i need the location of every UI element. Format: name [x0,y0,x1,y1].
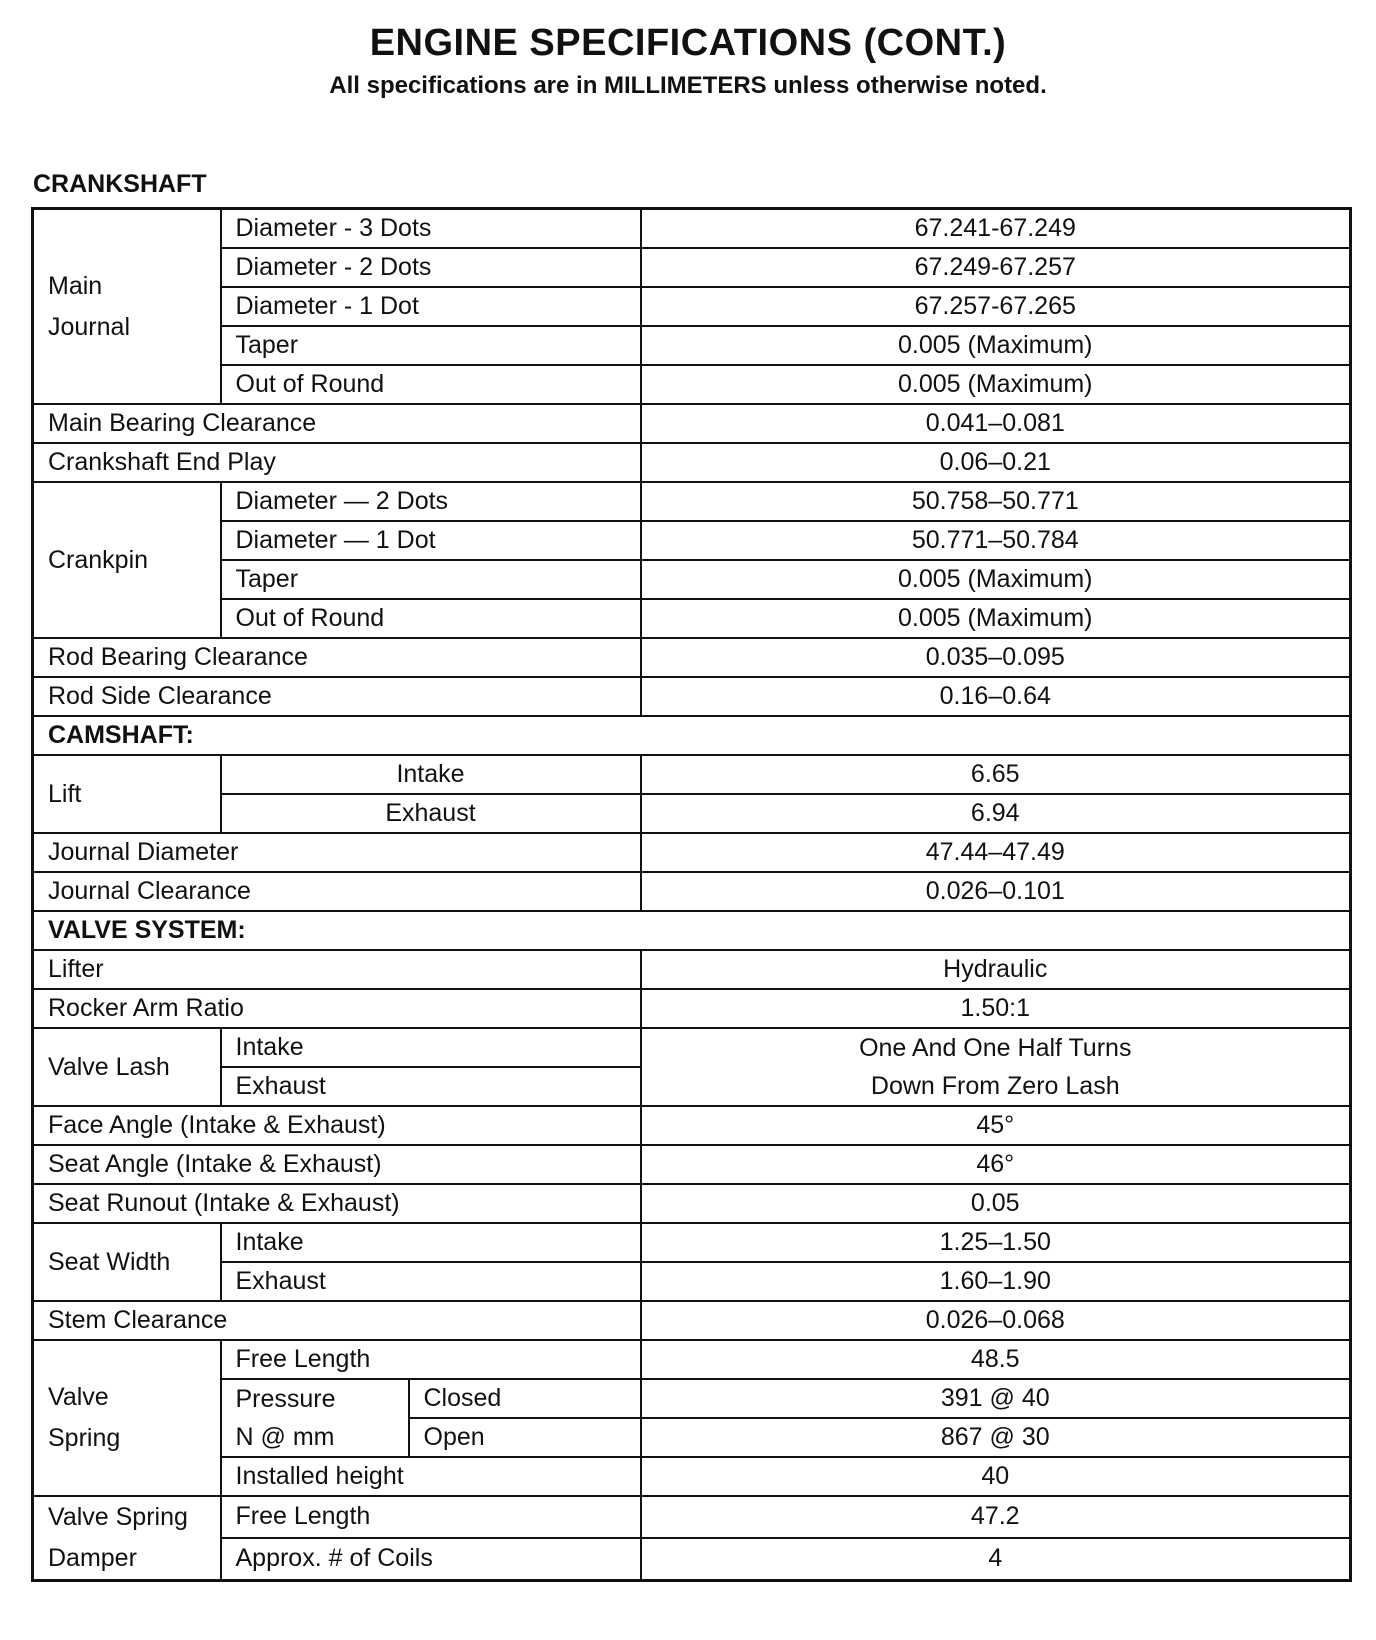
lift-label: Lift [33,755,221,833]
param-label: Journal Diameter [33,833,641,872]
table-row [33,1418,1351,1457]
param-label: Exhaust [221,794,641,833]
param-label: Exhaust [221,1067,641,1106]
table-row [33,1067,1351,1106]
spec-value: 50.758–50.771 [641,482,1351,521]
section-row [33,911,1351,950]
param-label: Diameter — 1 Dot [221,521,641,560]
spec-value: 1.60–1.90 [641,1262,1351,1301]
pressure-unit-label: N @ mm [221,1418,409,1457]
param-label: Exhaust [221,1262,641,1301]
section-row [33,716,1351,755]
table-row [33,833,1351,872]
table-row [33,1028,1351,1067]
param-label: Intake [221,1028,641,1067]
spec-value: Hydraulic [641,950,1351,989]
valve-lash-label: Valve Lash [33,1028,221,1106]
param-label: Installed height [221,1457,641,1496]
param-label: Taper [221,560,641,599]
param-label: Rod Side Clearance [33,677,641,716]
spec-value: 0.005 (Maximum) [641,326,1351,365]
param-label: Open [409,1418,641,1457]
table-row [33,950,1351,989]
table-row [33,755,1351,794]
spec-value: 67.241-67.249 [641,209,1351,249]
spec-value: 0.041–0.081 [641,404,1351,443]
table-row [33,1223,1351,1262]
table-row [33,287,1351,326]
table-row [33,638,1351,677]
table-row [33,1496,1351,1538]
table-row [33,599,1351,638]
param-label: Diameter - 2 Dots [221,248,641,287]
spec-value: 4 [641,1538,1351,1581]
pressure-label: Pressure [221,1379,409,1418]
param-label: Diameter - 1 Dot [221,287,641,326]
main-journal-label: Main Journal [33,209,221,405]
table-row [33,872,1351,911]
seat-width-label: Seat Width [33,1223,221,1301]
param-label: Free Length [221,1496,641,1538]
param-label: Intake [221,1223,641,1262]
spec-value: 0.035–0.095 [641,638,1351,677]
table-row [33,209,1351,249]
valve-spring-label: Valve Spring [33,1340,221,1496]
spec-value: 0.16–0.64 [641,677,1351,716]
spec-value: 6.94 [641,794,1351,833]
table-row [33,482,1351,521]
param-label: Journal Clearance [33,872,641,911]
param-label: Crankshaft End Play [33,443,641,482]
table-row [33,404,1351,443]
table-row [33,1301,1351,1340]
page-title: ENGINE SPECIFICATIONS (CONT.) [369,22,1007,64]
param-label: Rod Bearing Clearance [33,638,641,677]
table-row [33,989,1351,1028]
table-row [33,1106,1351,1145]
valve-spring-damper-label: Valve Spring Damper [33,1496,221,1581]
spec-value: 67.249-67.257 [641,248,1351,287]
param-label: Seat Angle (Intake & Exhaust) [33,1145,641,1184]
param-label: Intake [221,755,641,794]
param-label: Stem Clearance [33,1301,641,1340]
spec-value: 47.2 [641,1496,1351,1538]
table-row [33,326,1351,365]
param-label: Out of Round [221,599,641,638]
spec-value: 0.005 (Maximum) [641,599,1351,638]
table-row [33,521,1351,560]
crankshaft-heading: CRANKSHAFT [33,170,207,198]
spec-value: 1.25–1.50 [641,1223,1351,1262]
spec-table [31,207,1352,1582]
table-row [33,1538,1351,1581]
table-row [33,1457,1351,1496]
table-row [33,794,1351,833]
spec-value: 40 [641,1457,1351,1496]
spec-value: 67.257-67.265 [641,287,1351,326]
table-row [33,1145,1351,1184]
param-label: Lifter [33,950,641,989]
param-label: Rocker Arm Ratio [33,989,641,1028]
param-label: Out of Round [221,365,641,404]
param-label: Free Length [221,1340,641,1379]
table-row [33,1262,1351,1301]
spec-value: 0.026–0.101 [641,872,1351,911]
spec-value: 6.65 [641,755,1351,794]
param-label: Face Angle (Intake & Exhaust) [33,1106,641,1145]
table-row [33,1184,1351,1223]
page-subtitle: All specifications are in MILLIMETERS unless otherwise noted. [329,72,1047,99]
crankpin-label: Crankpin [33,482,221,638]
spec-value: 50.771–50.784 [641,521,1351,560]
camshaft-heading: CAMSHAFT: [33,716,1351,755]
param-label: Diameter — 2 Dots [221,482,641,521]
spec-value: 47.44–47.49 [641,833,1351,872]
spec-value: 48.5 [641,1340,1351,1379]
spec-value: 0.06–0.21 [641,443,1351,482]
spec-value: 391 @ 40 [641,1379,1351,1418]
spec-value: 867 @ 30 [641,1418,1351,1457]
table-row [33,560,1351,599]
param-label: Diameter - 3 Dots [221,209,641,249]
spec-value: One And One Half Turns [641,1028,1351,1067]
param-label: Closed [409,1379,641,1418]
param-label: Main Bearing Clearance [33,404,641,443]
table-row [33,365,1351,404]
spec-value: 0.026–0.068 [641,1301,1351,1340]
spec-value: 0.005 (Maximum) [641,560,1351,599]
table-row [33,1379,1351,1418]
spec-value: 46° [641,1145,1351,1184]
spec-value: 0.05 [641,1184,1351,1223]
table-row [33,677,1351,716]
param-label: Taper [221,326,641,365]
table-row [33,443,1351,482]
param-label: Approx. # of Coils [221,1538,641,1581]
spec-value: 45° [641,1106,1351,1145]
spec-value: Down From Zero Lash [641,1067,1351,1106]
spec-value: 0.005 (Maximum) [641,365,1351,404]
spec-value: 1.50:1 [641,989,1351,1028]
table-row [33,1340,1351,1379]
table-row [33,248,1351,287]
valve-system-heading: VALVE SYSTEM: [33,911,1351,950]
param-label: Seat Runout (Intake & Exhaust) [33,1184,641,1223]
